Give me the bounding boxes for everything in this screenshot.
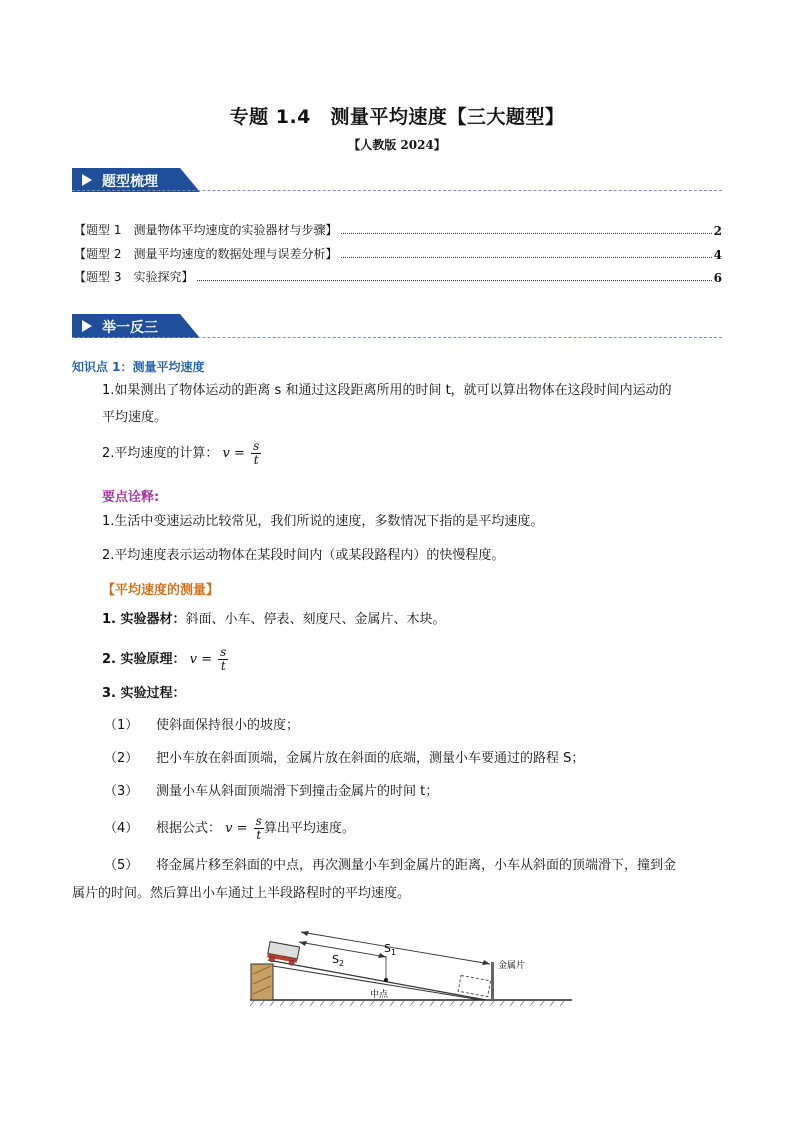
- paragraph-definition-line2: 平均速度。: [102, 410, 168, 425]
- fraction-denominator: t: [253, 453, 259, 467]
- fraction-numerator: s: [255, 814, 262, 828]
- step-3: [104, 782, 438, 802]
- toc-item-2[interactable]: [74, 245, 722, 262]
- document-title: 专题 1.4 测量平均速度【三大题型】: [229, 106, 565, 128]
- step-5-line1: [104, 856, 676, 876]
- s2-arrow-start: [299, 941, 307, 946]
- section-banner-label: 题型梳理: [102, 174, 158, 190]
- toc-item-text: 【题型 2 测量平均速度的数据处理与误差分析】: [74, 247, 338, 261]
- toc-item-1[interactable]: [74, 221, 722, 238]
- step-text: 测量小车从斜面顶端滑下到撞击金属片的时间 t；: [156, 784, 439, 799]
- toc-leader: [341, 257, 711, 258]
- note-2: 2.平均速度表示运动物体在某段时间内（或某段路程内）的快慢程度。: [102, 548, 505, 563]
- midpoint-label: 中点: [370, 990, 389, 1000]
- measure-heading: 【平均速度的测量】: [102, 583, 220, 598]
- knowledge-point-heading: 知识点 1：测量平均速度: [72, 360, 205, 374]
- fraction-denominator: t: [256, 828, 262, 842]
- incline-experiment-figure: [246, 926, 576, 1010]
- paragraph-definition-line1: 1.如果测出了物体运动的距离 s 和通过这段距离所用的时间 t，就可以算出物体在这段时间内运动的: [102, 383, 672, 398]
- step-number: （2）: [104, 751, 139, 766]
- formula-average-speed: [102, 440, 261, 467]
- fraction-numerator: s: [220, 645, 227, 659]
- toc-page-number: 2: [713, 224, 722, 238]
- equipment-label: 1. 实验器材：: [102, 612, 186, 627]
- fraction: [218, 646, 228, 673]
- formula-lhs: v =: [222, 446, 245, 461]
- fraction-numerator: s: [253, 439, 260, 453]
- toc-leader: [341, 233, 711, 234]
- step-5-line2: 属片的时间。然后算出小车通过上半段路程时的平均速度。: [72, 886, 411, 901]
- step-number: （5）: [104, 858, 139, 873]
- section-banner-examples: [72, 314, 200, 338]
- step-text-after: 算出平均速度。: [263, 821, 355, 836]
- principle-line: [102, 646, 228, 673]
- cart-end-position: [458, 975, 490, 996]
- document-subtitle: 【人教版 2024】: [348, 138, 446, 152]
- step-4: [104, 815, 355, 842]
- note-1: 1.生活中变速运动比较常见，我们所说的速度，多数情况下指的是平均速度。: [102, 514, 544, 529]
- toc-page-number: 4: [713, 248, 722, 262]
- step-text: 把小车放在斜面顶端，金属片放在斜面的底端，测量小车要通过的路程 S；: [156, 751, 585, 766]
- section-divider: [72, 337, 722, 338]
- step-number: （4）: [104, 821, 139, 836]
- toc-leader: [197, 280, 711, 281]
- step-text: 将金属片移至斜面的中点，再次测量小车到金属片的距离，小车从斜面的顶端滑下，撞到金: [156, 858, 677, 873]
- toc-item-text: 【题型 3 实验探究】: [74, 270, 194, 284]
- process-label: 3. 实验过程：: [102, 686, 186, 701]
- step-1: [104, 716, 299, 736]
- formula-prefix: 2.平均速度的计算：: [102, 446, 219, 461]
- formula-lhs: v =: [225, 821, 248, 836]
- metal-plate: [491, 962, 494, 1000]
- step-text: 根据公式：: [156, 821, 222, 836]
- step-text: 使斜面保持很小的坡度；: [156, 718, 300, 733]
- process-heading: [102, 684, 186, 704]
- equipment-line: [102, 610, 446, 630]
- step-number: （3）: [104, 784, 139, 799]
- principle-label: 2. 实验原理：: [102, 652, 186, 667]
- notes-heading: 要点诠释:: [102, 490, 160, 505]
- s1-label: $S_1$: [384, 942, 397, 957]
- equipment-text: 斜面、小车、停表、刻度尺、金属片、木块。: [185, 612, 446, 627]
- step-2: [104, 749, 584, 769]
- toc-item-3[interactable]: [74, 268, 722, 285]
- fraction: [254, 815, 264, 842]
- metal-plate-label: 金属片: [498, 961, 526, 971]
- formula-lhs: v =: [189, 652, 213, 667]
- toc-item-text: 【题型 1 测量物体平均速度的实验器材与步骤】: [74, 223, 338, 237]
- toc-page-number: 6: [713, 271, 722, 285]
- section-banner-label: 举一反三: [102, 320, 158, 336]
- step-number: （1）: [104, 718, 139, 733]
- section-banner-question-types: [72, 168, 200, 192]
- fraction: [251, 440, 261, 467]
- s2-label: $S_2$: [332, 953, 345, 968]
- fraction-denominator: t: [220, 659, 226, 673]
- ground-hatch: [250, 1001, 564, 1006]
- wood-block: [251, 964, 273, 1000]
- midpoint-dot: [384, 978, 388, 982]
- section-divider: [72, 190, 722, 191]
